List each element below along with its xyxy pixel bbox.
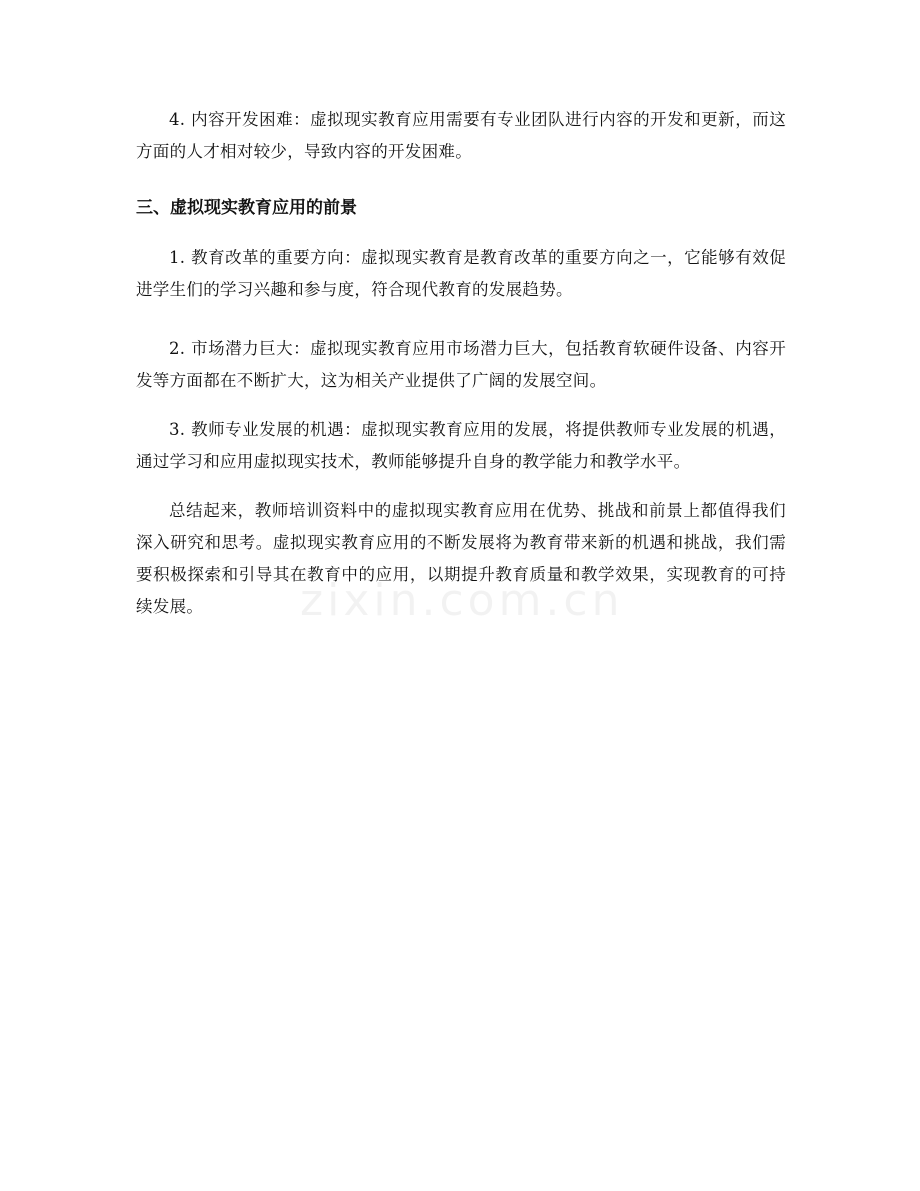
section-heading: 三、虚拟现实教育应用的前景 (136, 198, 357, 218)
watermark: zixin.com.cn (300, 575, 624, 626)
paragraph-content-difficulty: 4. 内容开发困难：虚拟现实教育应用需要有专业团队进行内容的开发和更新，而这方面的人才相对较少，导致内容的开发困难。 (136, 110, 786, 161)
paragraph-reform-direction: 1. 教育改革的重要方向：虚拟现实教育是教育改革的重要方向之一，它能够有效促进学生们的学习兴趣和参与度，符合现代教育的发展趋势。 (136, 248, 786, 299)
paragraph-market-potential: 2. 市场潜力巨大：虚拟现实教育应用市场潜力巨大，包括教育软硬件设备、内容开发等方面都在不断扩大，这为相关产业提供了广阔的发展空间。 (136, 339, 786, 390)
paragraph-teacher-opportunity: 3. 教师专业发展的机遇：虚拟现实教育应用的发展，将提供教师专业发展的机遇，通过学习和应用虚拟现实技术，教师能够提升自身的教学能力和教学水平。 (136, 420, 786, 471)
paragraph-conclusion: 总结起来，教师培训资料中的虚拟现实教育应用在优势、挑战和前景上都值得我们深入研究和思考。虚拟现实教育应用的不断发展将为教育带来新的机遇和挑战，我们需要积极探索和引导其在教育中的应用，以期提升教育质量和教学效果，实现教育的可持续发展。 (136, 501, 786, 616)
